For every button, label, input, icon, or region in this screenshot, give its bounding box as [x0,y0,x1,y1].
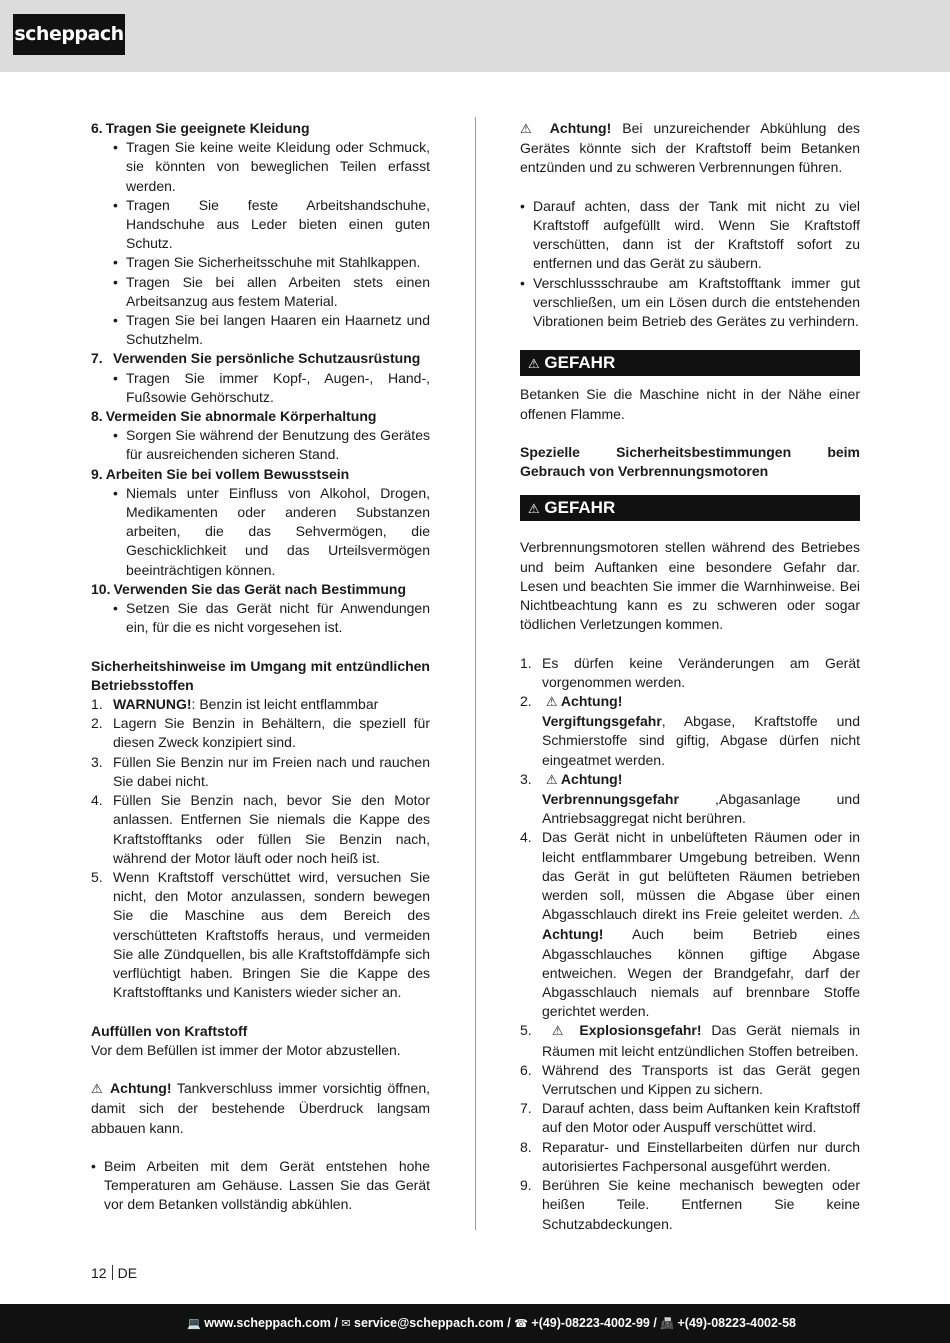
section-heading: 7. Verwenden Sie persönliche Schutzausrüstung [91,350,421,367]
list-item: 1. WARNUNG!: Benzin ist leicht entflammbar [91,696,379,713]
computer-icon: 💻 [187,1317,201,1330]
caution-paragraph: ⚠ Achtung! Bei unzureichender Abkühlung des Gerätes könnte sich der Kraftstoff beim Betanken entzünden und zu schweren Verbrennungen führen. [520,120,860,176]
special-heading: Spezielle Sicherheitsbestimmungen beim Gebrauch von Verbrennungsmotoren [520,444,860,480]
column-divider [475,117,476,1230]
list-item: 4. Füllen Sie Benzin nach, bevor Sie den Motor anlassen. Entfernen Sie niemals die Kappe des Kraftstofftanks oder füllen Sie Benzin nach, während der Motor läuft oder noch heiß ist. [91,792,430,866]
list-item: 5. Wenn Kraftstoff verschüttet wird, versuchen Sie nicht, den Motor anzulassen, sondern bewegen Sie die Maschine aus dem Bereich des verschütteten Kraftstoffs heraus, und vermeiden Sie alle Zündquellen, bis alle Kraftstoffdämpfe sich verflüchtigt haben. Bringen Sie die Kappe des Kraftstofftanks und Kanisters wieder sicher an. [91,868,430,1001]
page-number: 12 DE [91,1265,138,1281]
warning-icon: ⚠ [848,908,860,924]
list-item: 8. Reparatur- und Einstellarbeiten dürfen nur durch autorisiertes Fachpersonal ausgeführt werden. [520,1138,860,1174]
list-item: • Tragen Sie Sicherheitsschuhe mit Stahlkappen. [113,254,421,271]
fax-number: +(49)-08223-4002-58 [677,1316,796,1330]
list-item: • Tragen Sie immer Kopf-, Augen-, Hand-, Fußsowie Gehörschutz. [113,369,430,405]
warning-icon: ⚠ [91,1082,105,1098]
list-item: • Tragen Sie keine weite Kleidung oder Schmuck, sie könnten von beweglichen Teilen erfasst werden. [113,139,430,194]
warning-icon: ⚠ [545,695,558,711]
list-item: • Tragen Sie bei langen Haaren ein Haarnetz und Schutzhelm. [113,312,430,348]
list-item: 9. Berühren Sie keine mechanisch bewegten oder heißen Teile. Entfernen Sie keine Schutzabdeckungen. [520,1177,860,1232]
list-item: 6. Während des Transports ist das Gerät gegen Verrutschen und Kippen zu sichern. [520,1061,860,1098]
list-item: • Niemals unter Einfluss von Alkohol, Drogen, Medikamenten oder anderen Substanzen arbeiten, die das Sehvermögen, die Geschicklichkeit und das Urteilsvermögen beeinträchtigen können. [113,484,430,578]
list-item: 5. ⚠ Explosionsgefahr! Das Gerät niemals in Räumen mit leicht entzündlichen Stoffen betreiben. [520,1022,861,1059]
list-item: • Sorgen Sie während der Benutzung des Gerätes für ausreichenden sicheren Stand. [113,427,430,463]
page-footer: 💻 www.scheppach.com / ✉ service@scheppach.com / ☎ +(49)-08223-4002-99 / 📠 +(49)-08223-4002-58 [0,1304,950,1343]
list-item: • Setzen Sie das Gerät nicht für Anwendungen ein, für die es nicht vorgesehen ist. [113,600,430,636]
list-item: • Tragen Sie feste Arbeitshandschuhe, Handschuhe aus Leder bieten einen guten Schutz. [113,196,430,252]
list-item: 2. ⚠ Achtung! Vergiftungsgefahr, Abgase, Kraftstoffe und Schmierstoffe sind giftig, Abgase dürfen nicht eingeatmet werden. [520,693,860,768]
danger-banner: ⚠ GEFAHR [520,350,860,376]
list-item: • Beim Arbeiten mit dem Gerät entstehen hohe Temperaturen am Gehäuse. Lassen Sie das Gerät vor dem Betanken vollständig abkühlen. [91,1157,430,1213]
warning-icon: ⚠ [551,1024,570,1040]
warning-icon: ⚠ [545,772,558,788]
website-link[interactable]: www.scheppach.com [204,1316,331,1330]
list-item: 4. Das Gerät nicht in unbelüfteten Räumen oder in leicht entflammbarer Umgebung betreiben. Wenn das Gerät in gut belüfteten Räumen betrieben werden soll, müssen die Abgase über einen Abgasschlauch direkt ins Freie geleitet werden. ⚠ Achtung! Auch beim Betrieb eines Abgasschlauches können giftige Abgase entweichen. Wegen der Brandgefahr, darf der Abgasschlauch niemals auf brennbare Stoffe gerichtet werden. [520,829,860,1020]
list-item: 7. Darauf achten, dass beim Auftanken kein Kraftstoff auf den Motor oder Auspuff verschüttet wird. [520,1100,860,1136]
list-item: 3. Füllen Sie Benzin nur im Freien nach und rauchen Sie dabei nicht. [91,753,430,789]
danger-text: Verbrennungsmotoren stellen während des Betriebes und beim Auftanken eine besondere Gefahr dar. Lesen und beachten Sie immer die Warnhinweise. Bei Nichtbeachtung kann es zu schweren oder sogar tödlichen Verletzungen kommen. [520,539,860,633]
section-heading: 6. Tragen Sie geeignete Kleidung [91,120,310,136]
list-item: • Verschlussschraube am Kraftstofftank immer gut verschließen, um ein Lösen durch die entstehenden Vibrationen beim Betrieb des Gerätes zu verhindern. [520,274,860,330]
list-item: 1. Es dürfen keine Veränderungen am Gerät vorgenommen werden. [520,654,860,690]
left-column [91,119,430,1215]
danger-banner: ⚠ GEFAHR [520,495,860,521]
list-item: 3. ⚠ Achtung! Verbrennungsgefahr ,Abgasanlage und Antriebsaggregat nicht berühren. [520,770,860,827]
email-link[interactable]: service@scheppach.com [354,1316,504,1330]
fax-icon: 📠 [660,1317,675,1330]
page-header [0,0,950,72]
section-heading: 9. Arbeiten Sie bei vollem Bewusstsein [91,465,350,482]
refuel-text: Vor dem Befüllen ist immer der Motor abzustellen. [91,1041,401,1058]
refuel-heading: Auffüllen von Kraftstoff [91,1022,248,1039]
section-heading: 8. Vermeiden Sie abnormale Körperhaltung [91,408,377,425]
warning-icon: ⚠ [528,502,540,518]
phone-icon: ☎ [514,1317,528,1330]
caution-paragraph: ⚠ Achtung! Tankverschluss immer vorsichtig öffnen, damit sich der bestehende Überdruck langsam abbauen kann. [91,1080,431,1136]
section-heading: 10. Verwenden Sie das Gerät nach Bestimmung [91,580,407,597]
brand-logo: scheppach [13,14,125,55]
list-item: 2. Lagern Sie Benzin in Behältern, die speziell für diesen Zweck konzipiert sind. [91,715,430,751]
warning-icon: ⚠ [528,357,540,373]
right-column [520,119,860,1234]
phone-number: +(49)-08223-4002-99 [531,1316,650,1330]
list-item: • Tragen Sie bei allen Arbeiten stets einen Arbeitsanzug aus festem Material. [113,273,430,309]
email-icon: ✉ [341,1317,351,1330]
fuel-heading: Sicherheitshinweise im Umgang mit entzündlichen Betriebsstoffen [91,657,430,693]
danger-text: Betanken Sie die Maschine nicht in der Nähe einer offenen Flamme. [520,386,860,422]
warning-icon: ⚠ [520,122,539,137]
list-item: • Darauf achten, dass der Tank mit nicht zu viel Kraftstoff aufgefüllt wird. Wenn Sie Kraftstoff verschütten, dann ist der Kraftstoff sofort zu entfernen und das Gerät zu säubern. [520,197,860,272]
